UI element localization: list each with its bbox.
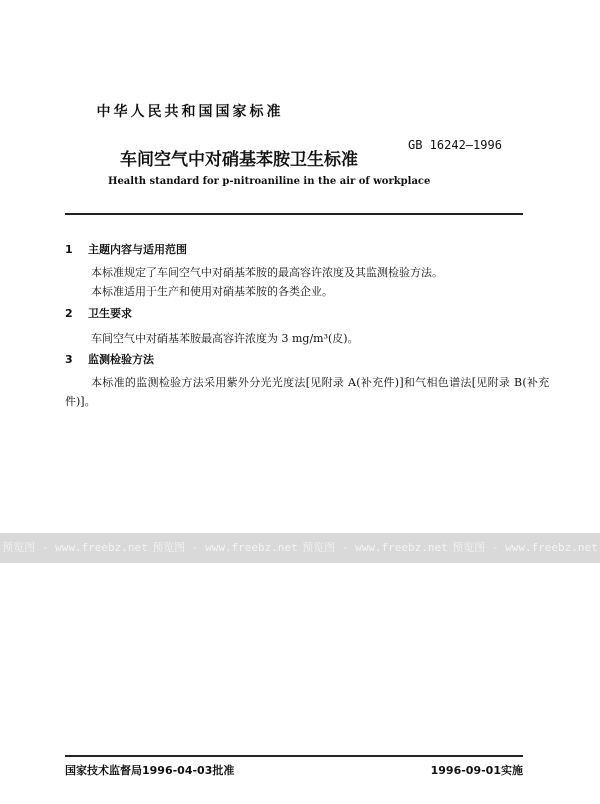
- english-title: Health standard for p-nitroaniline in the air of workplace: [108, 176, 431, 187]
- watermark-text: 预览图 - www.freebz.net: [152, 541, 298, 554]
- section-heading: 3 监测检验方法: [65, 353, 154, 366]
- watermark-text: 预览图 - www.freebz.net: [302, 541, 448, 554]
- effective-date: 1996-09-01实施: [430, 764, 523, 777]
- section-heading: 2 卫生要求: [65, 307, 132, 320]
- paragraph: 本标准的监测检验方法采用紫外分光光度法[见附录 A(补充件)]和气相色谱法[见附录 B(补充: [91, 376, 550, 389]
- watermark-band: [0, 533, 600, 563]
- watermark-text: 预览图 - www.freebz.net: [2, 541, 148, 554]
- header-rule: [65, 213, 523, 215]
- paragraph: 本标准规定了车间空气中对硝基苯胺的最高容许浓度及其监测检验方法。: [91, 266, 443, 279]
- section-heading: 1 主题内容与适用范围: [65, 243, 187, 256]
- watermark-text: 预览图 - www.freebz.net: [452, 541, 598, 554]
- national-standard-heading: 中华人民共和国国家标准: [96, 104, 284, 120]
- document-title: 车间空气中对硝基苯胺卫生标准: [120, 150, 358, 170]
- standard-code: GB 16242—1996: [408, 138, 502, 152]
- approval-date: 国家技术监督局1996-04-03批准: [65, 764, 235, 777]
- footer-rule: [65, 755, 523, 757]
- paragraph: 件)]。: [65, 395, 96, 408]
- paragraph: 车间空气中对硝基苯胺最高容许浓度为 3 mg/m³(皮)。: [91, 332, 359, 345]
- paragraph: 本标准适用于生产和使用对硝基苯胺的各类企业。: [91, 285, 333, 298]
